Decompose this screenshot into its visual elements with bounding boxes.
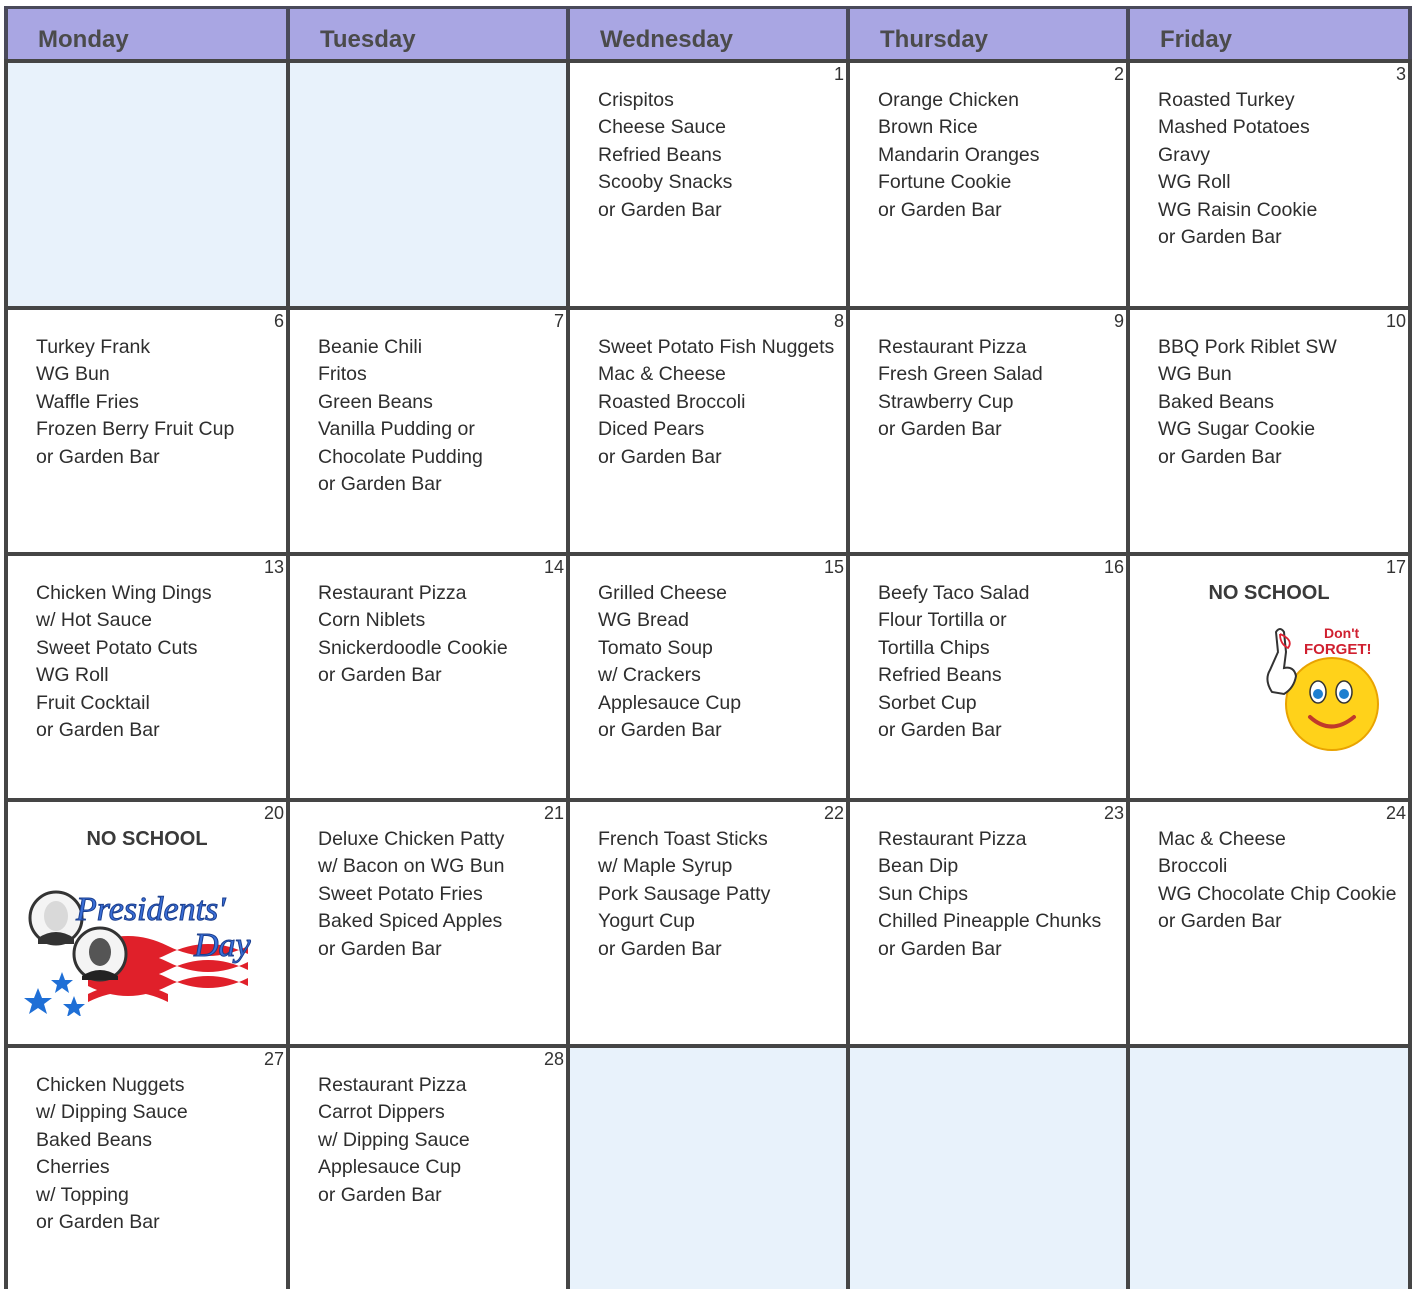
menu-item: or Garden Bar <box>878 198 1002 221</box>
menu-item: Grilled Cheese <box>598 582 727 604</box>
menu-item: WG Sugar Cookie <box>1158 418 1316 441</box>
day-cell-13 <box>4 552 286 798</box>
day-number: 21 <box>543 803 564 823</box>
menu-item: w/ Hot Sauce <box>36 609 152 632</box>
day-cell-7 <box>286 306 566 552</box>
menu-item: or Garden Bar <box>598 937 722 960</box>
menu-item: Sweet Potato Fish Nuggets <box>598 336 835 358</box>
menu-items <box>878 87 1040 224</box>
menu-items <box>878 580 1029 744</box>
menu-item: or Garden Bar <box>598 198 722 221</box>
menu-item: Mac & Cheese <box>598 363 726 386</box>
menu-item: Carrot Dippers <box>318 1101 445 1124</box>
menu-item: Brown Rice <box>878 116 978 139</box>
menu-item: WG Bun <box>36 363 110 386</box>
day-cell-27 <box>4 1044 286 1289</box>
menu-item: or Garden Bar <box>1158 226 1282 249</box>
menu-item: Sweet Potato Fries <box>318 882 483 905</box>
day-cell-10 <box>1126 306 1412 552</box>
lunch-menu-calendar <box>4 6 1412 1289</box>
menu-item: Snickerdoodle Cookie <box>318 636 508 659</box>
menu-item: w/ Dipping Sauce <box>318 1128 470 1151</box>
menu-item: Fresh Green Salad <box>878 363 1043 386</box>
menu-item: Scooby Snacks <box>598 171 733 194</box>
dont-forget-smiley-icon <box>1250 622 1390 767</box>
day-cell-8 <box>566 306 846 552</box>
menu-item: or Garden Bar <box>318 937 442 960</box>
empty-day-cell <box>286 59 566 306</box>
menu-item: Baked Beans <box>1158 390 1275 413</box>
menu-items <box>36 1072 188 1236</box>
menu-item: or Garden Bar <box>1158 910 1282 933</box>
menu-items <box>318 334 483 498</box>
day-number: 10 <box>1385 311 1406 331</box>
menu-item: Gravy <box>1158 143 1211 166</box>
menu-item: Mandarin Oranges <box>878 143 1040 166</box>
menu-item: Crispitos <box>598 89 674 111</box>
menu-items <box>1158 826 1396 936</box>
day-cell-6 <box>4 306 286 552</box>
header-tuesday <box>286 6 566 59</box>
menu-item: or Garden Bar <box>318 664 442 687</box>
day-cell-28 <box>286 1044 566 1289</box>
menu-items <box>1158 87 1317 251</box>
menu-item: Sun Chips <box>878 882 968 905</box>
menu-item: Baked Beans <box>36 1128 153 1151</box>
day-cell-22 <box>566 798 846 1044</box>
menu-item: Orange Chicken <box>878 89 1019 111</box>
day-number: 1 <box>833 64 844 84</box>
dont-label: Don't <box>1324 625 1360 641</box>
menu-item: or Garden Bar <box>318 473 442 496</box>
menu-item: Deluxe Chicken Patty <box>318 828 505 850</box>
menu-item: or Garden Bar <box>598 719 722 742</box>
header-label: Tuesday <box>320 26 416 53</box>
menu-item: or Garden Bar <box>36 445 160 468</box>
empty-day-cell <box>846 1044 1126 1289</box>
calendar-grid <box>4 59 1412 1289</box>
day-cell-20 <box>4 798 286 1044</box>
menu-item: Strawberry Cup <box>878 390 1014 413</box>
menu-item: Tortilla Chips <box>878 636 990 659</box>
menu-item: WG Chocolate Chip Cookie <box>1158 882 1397 905</box>
day-cell-14 <box>286 552 566 798</box>
menu-item: or Garden Bar <box>318 1183 442 1206</box>
menu-item: Restaurant Pizza <box>318 1074 467 1096</box>
menu-item: Mashed Potatoes <box>1158 116 1310 139</box>
day-number: 28 <box>543 1049 564 1069</box>
menu-item: Beefy Taco Salad <box>878 582 1030 604</box>
day-number: 7 <box>553 311 564 331</box>
menu-item: WG Roll <box>36 664 109 687</box>
menu-item: Fruit Cocktail <box>36 691 150 714</box>
day-cell-9 <box>846 306 1126 552</box>
menu-item: Applesauce Cup <box>318 1156 462 1179</box>
day-number: 22 <box>823 803 844 823</box>
menu-item: Corn Niblets <box>318 609 426 632</box>
day-number: 16 <box>1103 557 1124 577</box>
menu-item: Frozen Berry Fruit Cup <box>36 418 235 441</box>
menu-item: WG Bread <box>598 609 690 632</box>
menu-items <box>598 334 834 471</box>
menu-item: Broccoli <box>1158 855 1228 878</box>
menu-item: or Garden Bar <box>36 719 160 742</box>
menu-item: or Garden Bar <box>878 937 1002 960</box>
menu-item: Cherries <box>36 1156 110 1179</box>
menu-item: Sweet Potato Cuts <box>36 636 198 659</box>
day-number: 27 <box>263 1049 284 1069</box>
day-number: 2 <box>1113 64 1124 84</box>
day-cell-17 <box>1126 552 1412 798</box>
no-school-notice: NO SCHOOL <box>1208 582 1330 604</box>
menu-item: WG Roll <box>1158 171 1231 194</box>
header-friday <box>1126 6 1412 59</box>
menu-item: or Garden Bar <box>1158 445 1282 468</box>
day-number: 24 <box>1385 803 1406 823</box>
empty-day-cell <box>566 1044 846 1289</box>
menu-items <box>36 580 212 744</box>
menu-item: Waffle Fries <box>36 390 139 413</box>
menu-item: or Garden Bar <box>36 1211 160 1234</box>
menu-items <box>598 580 741 744</box>
header-label: Thursday <box>880 26 989 53</box>
header-monday <box>4 6 286 59</box>
menu-item: Yogurt Cup <box>598 910 695 933</box>
day-number: 15 <box>823 557 844 577</box>
day-cell-21 <box>286 798 566 1044</box>
menu-item: Mac & Cheese <box>1158 828 1286 850</box>
menu-item: Sorbet Cup <box>878 691 977 714</box>
menu-item: Beanie Chili <box>318 336 423 358</box>
day-cell-15 <box>566 552 846 798</box>
menu-items <box>1158 334 1337 471</box>
presidents-label: Presidents' <box>76 891 226 928</box>
forget-label: FORGET! <box>1304 641 1372 658</box>
empty-day-cell <box>1126 1044 1412 1289</box>
header-thursday <box>846 6 1126 59</box>
menu-item: Roasted Turkey <box>1158 89 1295 111</box>
header-label: Wednesday <box>600 26 733 53</box>
day-label: Day <box>194 927 251 964</box>
menu-item: Vanilla Pudding or <box>318 418 475 441</box>
no-school-notice: NO SCHOOL <box>86 828 208 850</box>
day-number: 14 <box>543 557 564 577</box>
presidents-day-clipart-icon <box>18 876 278 1021</box>
menu-item: Bean Dip <box>878 855 959 878</box>
menu-item: French Toast Sticks <box>598 828 768 850</box>
day-number: 17 <box>1385 557 1406 577</box>
menu-items <box>318 1072 470 1209</box>
day-cell-16 <box>846 552 1126 798</box>
day-number: 9 <box>1113 311 1124 331</box>
menu-items <box>318 580 508 690</box>
menu-item: Pork Sausage Patty <box>598 882 771 905</box>
menu-item: or Garden Bar <box>598 445 722 468</box>
menu-item: w/ Maple Syrup <box>598 855 733 878</box>
menu-item: Roasted Broccoli <box>598 390 746 413</box>
day-number: 6 <box>273 311 284 331</box>
menu-item: Cheese Sauce <box>598 116 726 139</box>
menu-item: Restaurant Pizza <box>318 582 467 604</box>
menu-items <box>878 826 1101 963</box>
menu-item: Fritos <box>318 363 367 386</box>
menu-item: Applesauce Cup <box>598 691 742 714</box>
menu-item: Tomato Soup <box>598 636 713 659</box>
day-number: 13 <box>263 557 284 577</box>
menu-items <box>318 826 504 963</box>
menu-item: w/ Bacon on WG Bun <box>318 855 505 878</box>
menu-item: Restaurant Pizza <box>878 828 1027 850</box>
menu-item: Green Beans <box>318 390 433 413</box>
menu-items <box>598 87 732 224</box>
menu-item: Flour Tortilla or <box>878 609 1007 632</box>
menu-item: WG Bun <box>1158 363 1232 386</box>
day-cell-3 <box>1126 59 1412 306</box>
menu-item: Refried Beans <box>878 664 1002 687</box>
menu-item: Chilled Pineapple Chunks <box>878 910 1102 933</box>
menu-item: BBQ Pork Riblet SW <box>1158 336 1337 358</box>
menu-item: Restaurant Pizza <box>878 336 1027 358</box>
day-cell-23 <box>846 798 1126 1044</box>
empty-day-cell <box>4 59 286 306</box>
menu-item: WG Raisin Cookie <box>1158 198 1318 221</box>
day-number: 20 <box>263 803 284 823</box>
menu-item: Fortune Cookie <box>878 171 1012 194</box>
menu-item: Chicken Wing Dings <box>36 582 212 604</box>
day-number: 3 <box>1395 64 1406 84</box>
menu-item: Diced Pears <box>598 418 705 441</box>
menu-items <box>36 334 234 471</box>
menu-item: Turkey Frank <box>36 336 151 358</box>
menu-item: w/ Topping <box>36 1183 129 1206</box>
menu-item: Baked Spiced Apples <box>318 910 503 933</box>
menu-item: w/ Dipping Sauce <box>36 1101 188 1124</box>
day-cell-1 <box>566 59 846 306</box>
day-number: 23 <box>1103 803 1124 823</box>
menu-item: Chocolate Pudding <box>318 445 483 468</box>
menu-item: or Garden Bar <box>878 418 1002 441</box>
menu-item: Chicken Nuggets <box>36 1074 185 1096</box>
weekday-header-row <box>4 6 1412 62</box>
header-label: Friday <box>1160 26 1233 53</box>
menu-item: or Garden Bar <box>878 719 1002 742</box>
menu-item: w/ Crackers <box>598 664 701 687</box>
day-number: 8 <box>833 311 844 331</box>
day-cell-2 <box>846 59 1126 306</box>
menu-items <box>598 826 770 963</box>
menu-items <box>878 334 1043 444</box>
day-cell-24 <box>1126 798 1412 1044</box>
header-label: Monday <box>38 26 129 53</box>
menu-item: Refried Beans <box>598 143 722 166</box>
header-wednesday <box>566 6 846 59</box>
